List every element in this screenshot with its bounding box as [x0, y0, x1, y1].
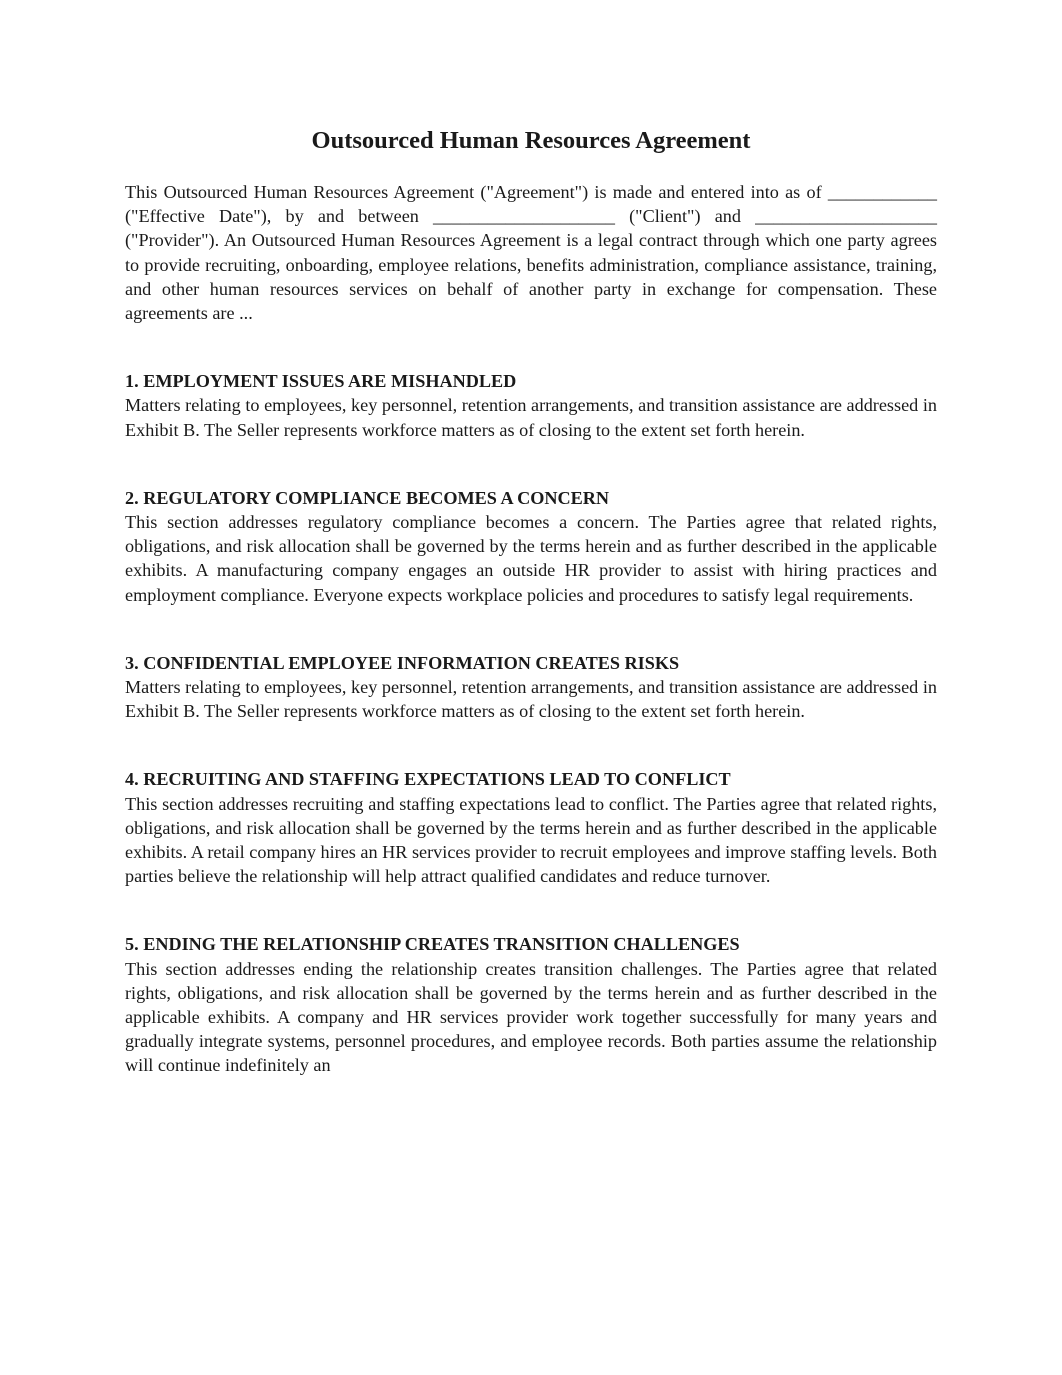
- section-heading: 5. ENDING THE RELATIONSHIP CREATES TRANSITION CHALLENGES: [125, 934, 740, 955]
- section-heading: 2. REGULATORY COMPLIANCE BECOMES A CONCERN: [125, 487, 610, 508]
- section-4: [125, 767, 937, 888]
- section-body: This section addresses recruiting and staffing expectations lead to conflict. The Parties agree that related rights, obligations, and risk allocation shall be governed by the terms herein and as further described in the applicable exhibits. A retail company hires an HR services provider to recruit employees and improve staffing levels. Both parties believe the relationship will help attract qualified candidates and reduce turnover.: [125, 793, 937, 887]
- section-heading: 4. RECRUITING AND STAFFING EXPECTATIONS LEAD TO CONFLICT: [125, 769, 731, 790]
- document-title: Outsourced Human Resources Agreement: [311, 127, 751, 154]
- section-heading: 1. EMPLOYMENT ISSUES ARE MISHANDLED: [125, 371, 517, 392]
- section-body: Matters relating to employees, key personnel, retention arrangements, and transition assistance are addressed in Exhibit B. The Seller represents workforce matters as of closing to the extent set forth herein.: [125, 395, 937, 440]
- section-5: [125, 932, 937, 1077]
- section-3: [125, 651, 937, 724]
- section-2: [125, 486, 937, 607]
- section-body: This section addresses regulatory compliance becomes a concern. The Parties agree that related rights, obligations, and risk allocation shall be governed by the terms herein and as further described in the applicable exhibits. A manufacturing company engages an outside HR provider to assist with hiring practices and employment compliance. Everyone expects workplace policies and procedures to satisfy legal requirements.: [125, 512, 937, 605]
- section-body: Matters relating to employees, key personnel, retention arrangements, and transition assistance are addressed in Exhibit B. The Seller represents workforce matters as of closing to the extent set forth herein.: [125, 677, 937, 722]
- section-heading: 3. CONFIDENTIAL EMPLOYEE INFORMATION CREATES RISKS: [125, 652, 680, 673]
- section-body: This section addresses ending the relationship creates transition challenges. The Parties agree that related rights, obligations, and risk allocation shall be governed by the terms herein and as further described in the applicable exhibits. A company and HR services provider work together successfully for many years and gradually integrate systems, personnel procedures, and employee records. Both parties assume the relationship will continue indefinitely an: [125, 958, 937, 1076]
- document-body: [125, 180, 937, 1122]
- section-1: [125, 369, 937, 442]
- intro-paragraph: This Outsourced Human Resources Agreement ("Agreement") is made and entered into as of ____________ ("Effective Date"), by and between ____________________ ("Client") and ____________________ ("Provider"). An Outsourced Human Resources Agreement is a legal contract through which one party agrees to provide recruiting, onboarding, employee relations, benefits administration, compliance assistance, training, and other human resources services on behalf of another party in exchange for compensation. These agreements are ...: [125, 182, 937, 324]
